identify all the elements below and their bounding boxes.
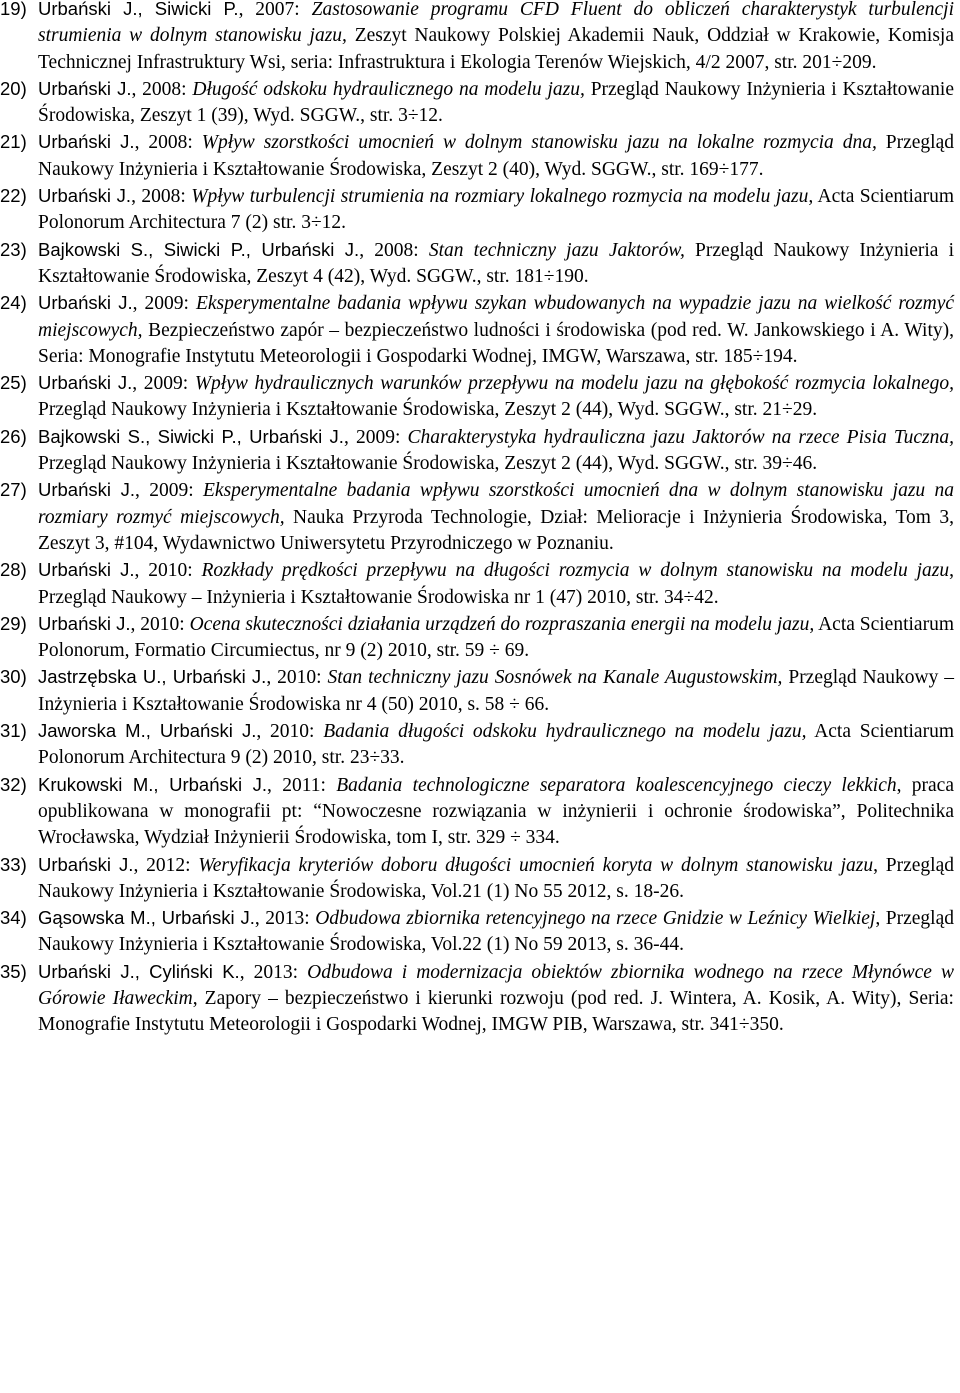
reference-authors: Urbański J. [38, 131, 135, 153]
reference-source: Przegląd Naukowy Inżynieria i Kształtowanie Środowiska, Zeszyt 2 (44), Wyd. SGGW., str. 21÷29. [38, 399, 818, 421]
reference-title: Wpływ turbulencji strumienia na rozmiary lokalnego rozmycia na modelu jazu, [191, 186, 814, 208]
reference-year: , 2008: [131, 78, 193, 100]
reference-entry [0, 664, 960, 718]
reference-source: Acta Scientiarum Polonorum Architectura 9 (2) 2010, str. 23÷33. [38, 721, 955, 769]
reference-authors: Jastrzębska U., Urbański J. [38, 666, 267, 688]
reference-number: 32) [0, 773, 27, 795]
reference-number: 33) [0, 853, 27, 875]
reference-year: , 2013: [239, 961, 308, 983]
reference-entry [0, 370, 960, 424]
reference-authors: Bajkowski S., Siwicki P., Urbański J. [38, 425, 344, 447]
reference-entry [0, 852, 960, 906]
reference-entry [0, 0, 960, 76]
reference-source: , Przegląd Naukowy Inżynieria i Kształtowanie Środowiska, Vol.21 (1) No 55 2012, s. 18-26. [38, 854, 954, 902]
reference-number: 27) [0, 479, 27, 501]
reference-entry [0, 905, 960, 959]
reference-source: Zeszyt Naukowy Polskiej Akademii Nauk, Oddział w Krakowie, Komisja Technicznej Infrastruktury Wsi, seria: Infrastruktura i Ekologia Terenów Wiejskich, 4/2 2007, str. 201÷209. [38, 25, 954, 73]
reference-source: Przegląd Naukowy Inżynieria i Kształtowanie Środowiska, Zeszyt 2 (44), Wyd. SGGW., str. 39÷46. [38, 453, 818, 475]
reference-source: Przegląd Naukowy Inżynieria i Kształtowanie Środowiska, Zeszyt 1 (39), Wyd. SGGW., str. 3÷12. [38, 78, 954, 127]
reference-entry [0, 477, 960, 557]
reference-entry [0, 76, 960, 130]
reference-authors: Urbański J., Cyliński K. [38, 960, 240, 982]
reference-number: 31) [0, 720, 27, 742]
reference-title: Ocena skuteczności działania urządzeń do rozpraszania energii na modelu jazu, [189, 613, 815, 635]
reference-number: 28) [0, 559, 27, 581]
reference-title: Badania długości odskoku hydraulicznego na modelu jazu, [323, 721, 807, 743]
reference-year: , 2011: [267, 774, 337, 796]
reference-source: , praca opublikowana w monografii pt: “Nowoczesne rozwiązania w inżynierii i ochronie środowiska”, Politechnika Wrocławska, Wydział Inżynierii Środowiska, tom I, str. 329 ÷ 334. [38, 774, 954, 849]
reference-source: Przegląd Naukowy Inżynieria i Kształtowanie Środowiska, Zeszyt 2 (40), Wyd. SGGW., str. 169÷177. [38, 132, 954, 180]
reference-year: , 2008: [359, 239, 429, 261]
reference-year: , 2009: [343, 426, 408, 448]
reference-year: , 2013: [254, 908, 316, 930]
reference-year: , 2009: [132, 293, 196, 315]
reference-year: , 2010: [266, 667, 328, 689]
reference-source: , Przegląd Naukowy Inżynieria i Kształtowanie Środowiska, Vol.22 (1) No 59 2013, s. 36-44. [38, 908, 954, 956]
reference-year: , 2012: [133, 854, 199, 876]
reference-number: 25) [0, 372, 27, 394]
reference-number: 22) [0, 185, 27, 207]
reference-entry [0, 183, 960, 237]
reference-title: Długość odskoku hydraulicznego na modelu jazu, [192, 78, 585, 100]
reference-year: , 2008: [134, 132, 202, 154]
reference-authors: Urbański J. [38, 853, 134, 875]
reference-year: , 2009: [132, 373, 195, 395]
reference-title: Charakterystyka hydrauliczna jazu Jaktorów na rzece Pisia Tuczna, [407, 426, 955, 448]
reference-title: Odbudowa i modernizacja obiektów zbiornika wodnego na rzece Młynówce w Górowie Iławeckim [38, 961, 955, 1009]
reference-source: Nauka Przyroda Technologie, Dział: Melioracje i Inżynieria Środowiska, Tom 3, Zeszyt 3, #104, Wydawnictwo Uniwersytetu Przyrodniczego w Poznaniu. [38, 506, 954, 554]
reference-entry [0, 237, 960, 291]
reference-number: 23) [0, 238, 27, 260]
reference-number: 30) [0, 666, 27, 688]
reference-authors: Urbański J., Siwicki P. [38, 0, 239, 19]
reference-entry [0, 290, 960, 370]
reference-authors: Urbański J. [38, 372, 133, 394]
reference-number: 24) [0, 292, 27, 314]
reference-source: Przegląd Naukowy Inżynieria i Kształtowanie Środowiska, Zeszyt 4 (42), Wyd. SGGW., str. 181÷190. [38, 239, 955, 287]
reference-source: Przegląd Naukowy – Inżynieria i Kształtowanie Środowiska nr 4 (50) 2010, s. 58 ÷ 66. [38, 667, 954, 715]
reference-authors: Krukowski M., Urbański J. [38, 773, 268, 795]
reference-year: , 2010: [130, 613, 190, 635]
reference-title: Weryfikacja kryteriów doboru długości umocnień koryta w dolnym stanowisku jazu [198, 854, 874, 876]
reference-source: Acta Scientiarum Polonorum, Formatio Circumiectus, nr 9 (2) 2010, str. 59 ÷ 69. [38, 613, 954, 662]
reference-authors: Urbański J. [38, 479, 135, 501]
reference-source: , Zapory – bezpieczeństwo i kierunki rozwoju (pod red. J. Wintera, A. Kosik, A. Wity), Seria: Monografie Instytutu Meteorologii i Gospodarki Wodnej, IMGW PIB, Warszawa, str. 341÷350. [38, 987, 954, 1036]
reference-title: Badania technologiczne separatora koalescencyjnego cieczy lekkich [336, 774, 897, 796]
reference-source: Acta Scientiarum Polonorum Architectura 7 (2) str. 3÷12. [38, 186, 955, 234]
reference-title: Odbudowa zbiornika retencyjnego na rzece Gnidzie w Leźnicy Wielkiej [315, 908, 876, 930]
reference-number: 29) [0, 612, 27, 634]
reference-number: 19) [0, 0, 27, 19]
reference-number: 21) [0, 131, 27, 153]
reference-entry [0, 718, 960, 772]
reference-title: Zastosowanie programu CFD Fluent do obliczeń charakterystyk turbulencji strumienia w dolnym stanowisku jazu, [38, 0, 954, 47]
reference-year: , 2009: [135, 480, 203, 502]
reference-year: , 2007: [238, 0, 312, 20]
reference-number: 34) [0, 907, 27, 929]
reference-title: Wpływ hydraulicznych warunków przepływu na modelu jazu na głębokość rozmycia lokalnego, [194, 373, 955, 395]
reference-entry [0, 959, 960, 1039]
reference-title: Eksperymentalne badania wpływu szorstkości umocnień dna w dolnym stanowisku jazu na rozmiary rozmyć miejscowych, [38, 480, 954, 528]
reference-source: , Przegląd Naukowy – Inżynieria i Kształtowanie Środowiska nr 1 (47) 2010, str. 34÷42. [38, 560, 955, 608]
reference-entry [0, 611, 960, 665]
reference-number: 26) [0, 425, 27, 447]
reference-authors: Gąsowska M., Urbański J. [38, 907, 255, 929]
reference-authors: Urbański J. [38, 559, 135, 581]
reference-authors: Urbański J. [38, 77, 132, 99]
reference-title: Eksperymentalne badania wpływu szykan wbudowanych na wypadzie jazu na wielkość rozmyć miejscowych, [38, 293, 955, 341]
reference-entry [0, 772, 960, 852]
reference-authors: Urbański J. [38, 612, 131, 634]
reference-year: , 2008: [131, 186, 192, 208]
reference-entry [0, 129, 960, 183]
reference-entry [0, 557, 960, 611]
reference-year: , 2010: [134, 560, 202, 582]
reference-title: Stan techniczny jazu Sosnówek na Kanale Augustowskim, [327, 667, 783, 689]
reference-number: 35) [0, 960, 27, 982]
reference-authors: Jaworska M., Urbański J. [38, 720, 257, 742]
reference-authors: Bajkowski S., Siwicki P., Urbański J. [38, 238, 360, 260]
reference-number: 20) [0, 77, 27, 99]
reference-authors: Urbański J. [38, 292, 133, 314]
reference-title: Stan techniczny jazu Jaktorów, [428, 239, 685, 261]
reference-title: Wpływ szorstkości umocnień w dolnym stanowisku jazu na lokalne rozmycia dna, [201, 132, 877, 154]
reference-entry [0, 424, 960, 478]
reference-year: , 2010: [256, 721, 324, 743]
reference-source: Bezpieczeństwo zapór – bezpieczeństwo ludności i środowiska (pod red. W. Jankowskiego i A. Wity), Seria: Monografie Instytutu Meteorologii i Gospodarki Wodnej, IMGW, Warszawa, str. 185÷194. [38, 319, 954, 367]
reference-authors: Urbański J. [38, 185, 132, 207]
reference-title: Rozkłady prędkości przepływu na długości rozmycia w dolnym stanowisku na modelu jazu [201, 560, 950, 582]
